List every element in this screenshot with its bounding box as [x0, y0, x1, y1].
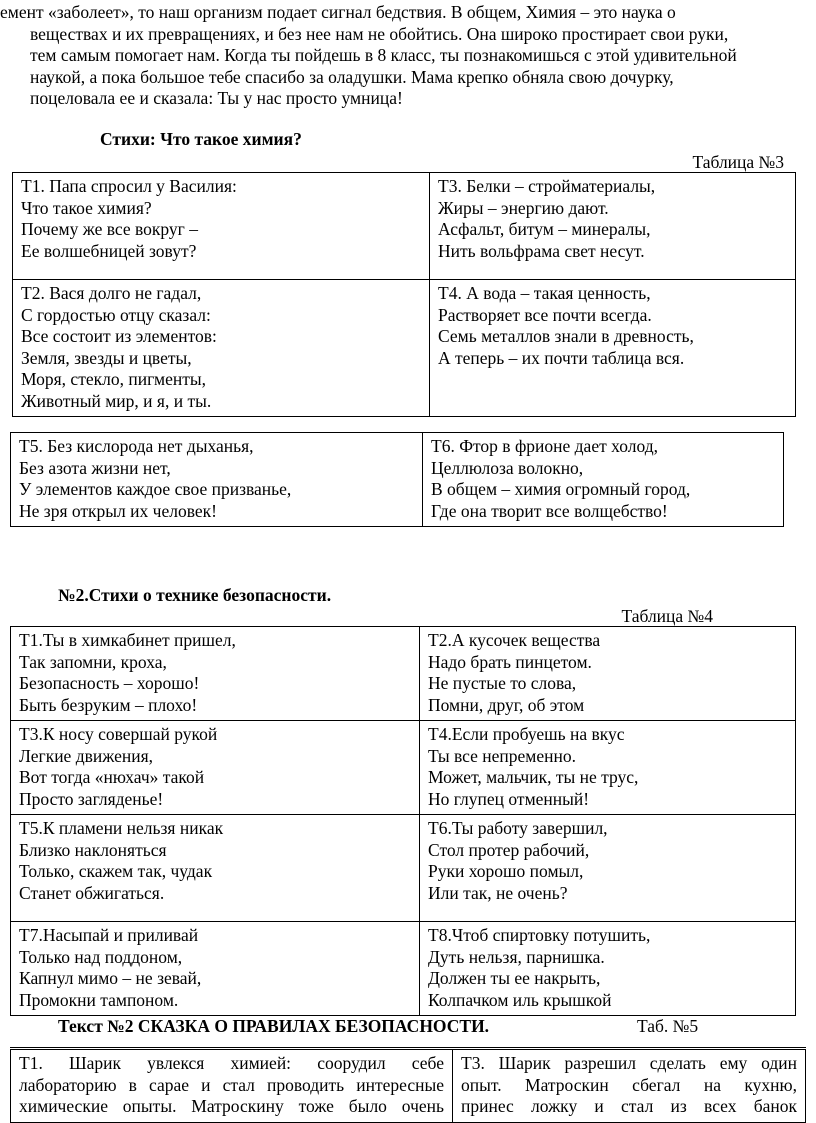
- poem-line: Т1. Папа спросил у Василия:: [21, 176, 237, 196]
- intro-line: наукой, а пока большое тебе спасибо за оладушки. Мама крепко обняла свою дочурку,: [30, 66, 674, 87]
- poem-line: Целлюлоза волокно,: [431, 457, 584, 478]
- poem-line: Помни, друг, об этом: [428, 694, 585, 715]
- poem-line: Т3.К носу совершай рукой: [19, 724, 218, 744]
- table-cell: [420, 627, 796, 721]
- poem-line: Т6. Фтор в фрионе дает холод,: [431, 436, 658, 456]
- intro-line: тем самым помогает нам. Когда ты пойдешь в 8 класс, ты познакомишься с этой удивительной: [30, 45, 737, 65]
- poem-line: Только, скажем так, чудак: [19, 861, 213, 881]
- poem-line: Т6.Ты работу завершил,: [428, 818, 608, 838]
- poem-line: В общем – химия огромный город,: [431, 479, 691, 499]
- table-cell: [430, 173, 796, 280]
- intro-line: веществах и их превращениях, и без нее нам не обойтись. Она широко простирает свои руки,: [30, 23, 729, 44]
- story-line: Т1. Шарик увлекся химией: соорудил себе: [19, 1053, 444, 1073]
- table-cell: [11, 433, 423, 527]
- poem-line: Или так, не очень?: [428, 882, 568, 903]
- poem-line: Не зря открыл их человек!: [19, 500, 217, 521]
- poem-line: Т5. Без кислорода нет дыханья,: [19, 436, 254, 456]
- poem-line: Все состоит из элементов:: [21, 326, 217, 346]
- poem-line: Станет обжигаться.: [19, 882, 165, 903]
- poem-line: Т2.А кусочек вещества: [428, 630, 601, 650]
- poem-line: Что такое химия?: [21, 197, 152, 218]
- poem-line: У элементов каждое свое призванье,: [19, 479, 292, 499]
- poem-line: Т4. А вода – такая ценность,: [438, 283, 651, 303]
- poem-line: Просто загляденье!: [19, 788, 164, 809]
- table-row: [13, 280, 796, 417]
- poem-line: Быть безруким – плохо!: [19, 694, 198, 715]
- poem-line: Животный мир, и я, и ты.: [21, 390, 212, 411]
- table-cell: [13, 173, 430, 280]
- table5-caption: Таб. №5: [637, 1016, 699, 1036]
- intro-first-line: емент «заболеет», то наш организм подает сигнал бедствия. В общем, Химия – это наука о: [0, 2, 676, 22]
- table-cell: [11, 922, 420, 1016]
- table4: [10, 626, 796, 1016]
- table-cell: [430, 280, 796, 417]
- table4-caption: Таблица №4: [621, 606, 713, 626]
- poem-line: Семь металлов знали в древность,: [438, 326, 694, 346]
- table-cell: [420, 721, 796, 815]
- poem-line: Асфальт, битум – минералы,: [438, 219, 651, 239]
- table-row: [11, 627, 796, 721]
- poem-line: Стол протер рабочий,: [428, 839, 590, 860]
- poem-line: Руки хорошо помыл,: [428, 861, 584, 881]
- poem-line: Т8.Чтоб спиртовку потушить,: [428, 925, 651, 945]
- story-line: опыт. Матроскин сбегал на кухню,: [461, 1074, 797, 1095]
- poem-line: Колпачком иль крышкой: [428, 989, 612, 1010]
- poem-line: Надо брать пинцетом.: [428, 651, 592, 672]
- poem-line: Вот тогда «нюхач» такой: [19, 767, 205, 787]
- poem-line: С гордостью отцу сказал:: [21, 304, 211, 325]
- table-cell: [420, 922, 796, 1016]
- poem-line: Без азота жизни нет,: [19, 457, 171, 478]
- poem-line: Может, мальчик, ты не трус,: [428, 767, 639, 787]
- table-row: [13, 173, 796, 280]
- table-row: [11, 721, 796, 815]
- table-row: [11, 433, 784, 527]
- story-line: Т3. Шарик разрешил сделать ему один: [461, 1053, 797, 1073]
- table-row: [11, 922, 796, 1016]
- poem-line: Промокни тампоном.: [19, 989, 179, 1010]
- table-cell: [11, 627, 420, 721]
- story-line: лабораторию в сарае и стал проводить интересные: [19, 1074, 444, 1095]
- poem-line: Не пустые то слова,: [428, 673, 577, 693]
- poem-line: Дуть нельзя, парнишка.: [428, 946, 605, 967]
- section2-heading: №2.Стихи о технике безопасности.: [58, 585, 332, 605]
- poem-line: Т7.Насыпай и приливай: [19, 925, 199, 945]
- poem-line: Жиры – энергию дают.: [438, 197, 609, 218]
- section1-heading: Стихи: Что такое химия?: [100, 129, 302, 149]
- poem-line: Почему же все вокруг –: [21, 219, 198, 239]
- table3-b: [10, 432, 784, 527]
- intro-line: поцеловала ее и сказала: Ты у нас просто умница!: [30, 88, 403, 108]
- poem-line: Близко наклоняться: [19, 839, 167, 860]
- poem-line: Т5.К пламени нельзя никак: [19, 818, 224, 838]
- poem-line: Так запомни, кроха,: [19, 651, 167, 672]
- poem-line: Моря, стекло, пигменты,: [21, 369, 207, 389]
- table-cell: [420, 815, 796, 922]
- poem-line: Т2. Вася долго не гадал,: [21, 283, 202, 303]
- story-line: химические опыты. Матроскину тоже было очень: [19, 1096, 444, 1116]
- poem-line: Ты все непременно.: [428, 745, 576, 766]
- story-line: принес ложку и стал из всех банок: [461, 1096, 797, 1116]
- poem-line: Т3. Белки – стройматериалы,: [438, 176, 656, 196]
- table-row: [11, 1049, 806, 1123]
- poem-line: Нить вольфрама свет несут.: [438, 240, 645, 261]
- section3-heading: Текст №2 СКАЗКА О ПРАВИЛАХ БЕЗОПАСНОСТИ.: [58, 1016, 490, 1036]
- table-row: [11, 815, 796, 922]
- table-cell: [13, 280, 430, 417]
- poem-line: Ее волшебницей зовут?: [21, 240, 197, 261]
- poem-line: Т1.Ты в химкабинет пришел,: [19, 630, 236, 650]
- table5: [10, 1047, 806, 1123]
- poem-line: Земля, звезды и цветы,: [21, 347, 192, 368]
- poem-line: Т4.Если пробуешь на вкус: [428, 724, 625, 744]
- table-cell: [11, 815, 420, 922]
- poem-line: Растворяет все почти всегда.: [438, 304, 652, 325]
- poem-line: Должен ты ее накрыть,: [428, 968, 601, 988]
- table3-caption: Таблица №3: [692, 152, 784, 172]
- poem-line: Только над поддоном,: [19, 946, 183, 967]
- intro-paragraph: [30, 24, 800, 110]
- poem-line: Безопасность – хорошо!: [19, 673, 200, 693]
- poem-line: Капнул мимо – не зевай,: [19, 968, 202, 988]
- table-cell: [11, 1049, 453, 1123]
- table3-a: [12, 172, 796, 417]
- table-cell: [423, 433, 784, 527]
- poem-line: Где она творит все волщебство!: [431, 500, 668, 521]
- table-cell: [453, 1049, 806, 1123]
- table-cell: [11, 721, 420, 815]
- poem-line: А теперь – их почти таблица вся.: [438, 347, 685, 368]
- poem-line: Но глупец отменный!: [428, 788, 590, 809]
- poem-line: Легкие движения,: [19, 745, 154, 766]
